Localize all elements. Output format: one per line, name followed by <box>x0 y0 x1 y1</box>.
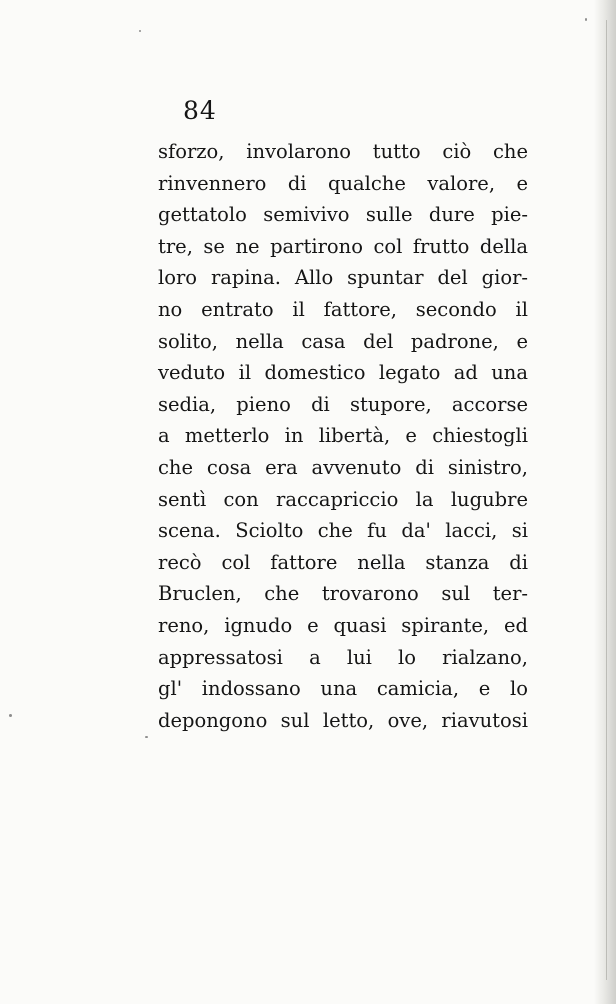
paper-speck <box>9 714 12 717</box>
paper-speck <box>139 30 141 32</box>
paper-speck <box>145 736 148 738</box>
text-line: appressatosi a lui lo rialzano, <box>158 645 528 669</box>
text-line: no entrato il fattore, secondo il <box>158 297 528 321</box>
text-line: a metterlo in libertà, e chiestogli <box>158 424 528 448</box>
body-text <box>158 136 528 736</box>
text-line: scena. Sciolto che fu da' lacci, si <box>158 519 528 543</box>
page-edge-line <box>606 20 607 980</box>
page-edge-shadow <box>594 0 616 1004</box>
text-line: depongono sul letto, ove, riavutosi <box>158 708 528 732</box>
text-line: rinvennero di qualche valore, e <box>158 171 528 195</box>
text-line: veduto il domestico legato ad una <box>158 361 528 385</box>
text-line: loro rapina. Allo spuntar del gior- <box>158 266 528 290</box>
text-line: sedia, pieno di stupore, accorse <box>158 392 528 416</box>
text-line: tre, se ne partirono col frutto della <box>158 234 528 258</box>
text-line: sforzo, involarono tutto ciò che <box>158 140 528 163</box>
text-line: Bruclen, che trovarono sul ter- <box>158 582 528 606</box>
text-line: che cosa era avvenuto di sinistro, <box>158 455 528 479</box>
text-line: sentì con raccapriccio la lugubre <box>158 487 528 511</box>
page-number: 84 <box>183 96 217 125</box>
paper-speck <box>585 18 587 21</box>
text-line: gettatolo semivivo sulle dure pie- <box>158 203 528 227</box>
text-line: reno, ignudo e quasi spirante, ed <box>158 613 528 637</box>
text-line: solito, nella casa del padrone, e <box>158 329 528 353</box>
text-line: recò col fattore nella stanza di <box>158 550 528 574</box>
text-line: gl' indossano una camicia, e lo <box>158 677 528 701</box>
